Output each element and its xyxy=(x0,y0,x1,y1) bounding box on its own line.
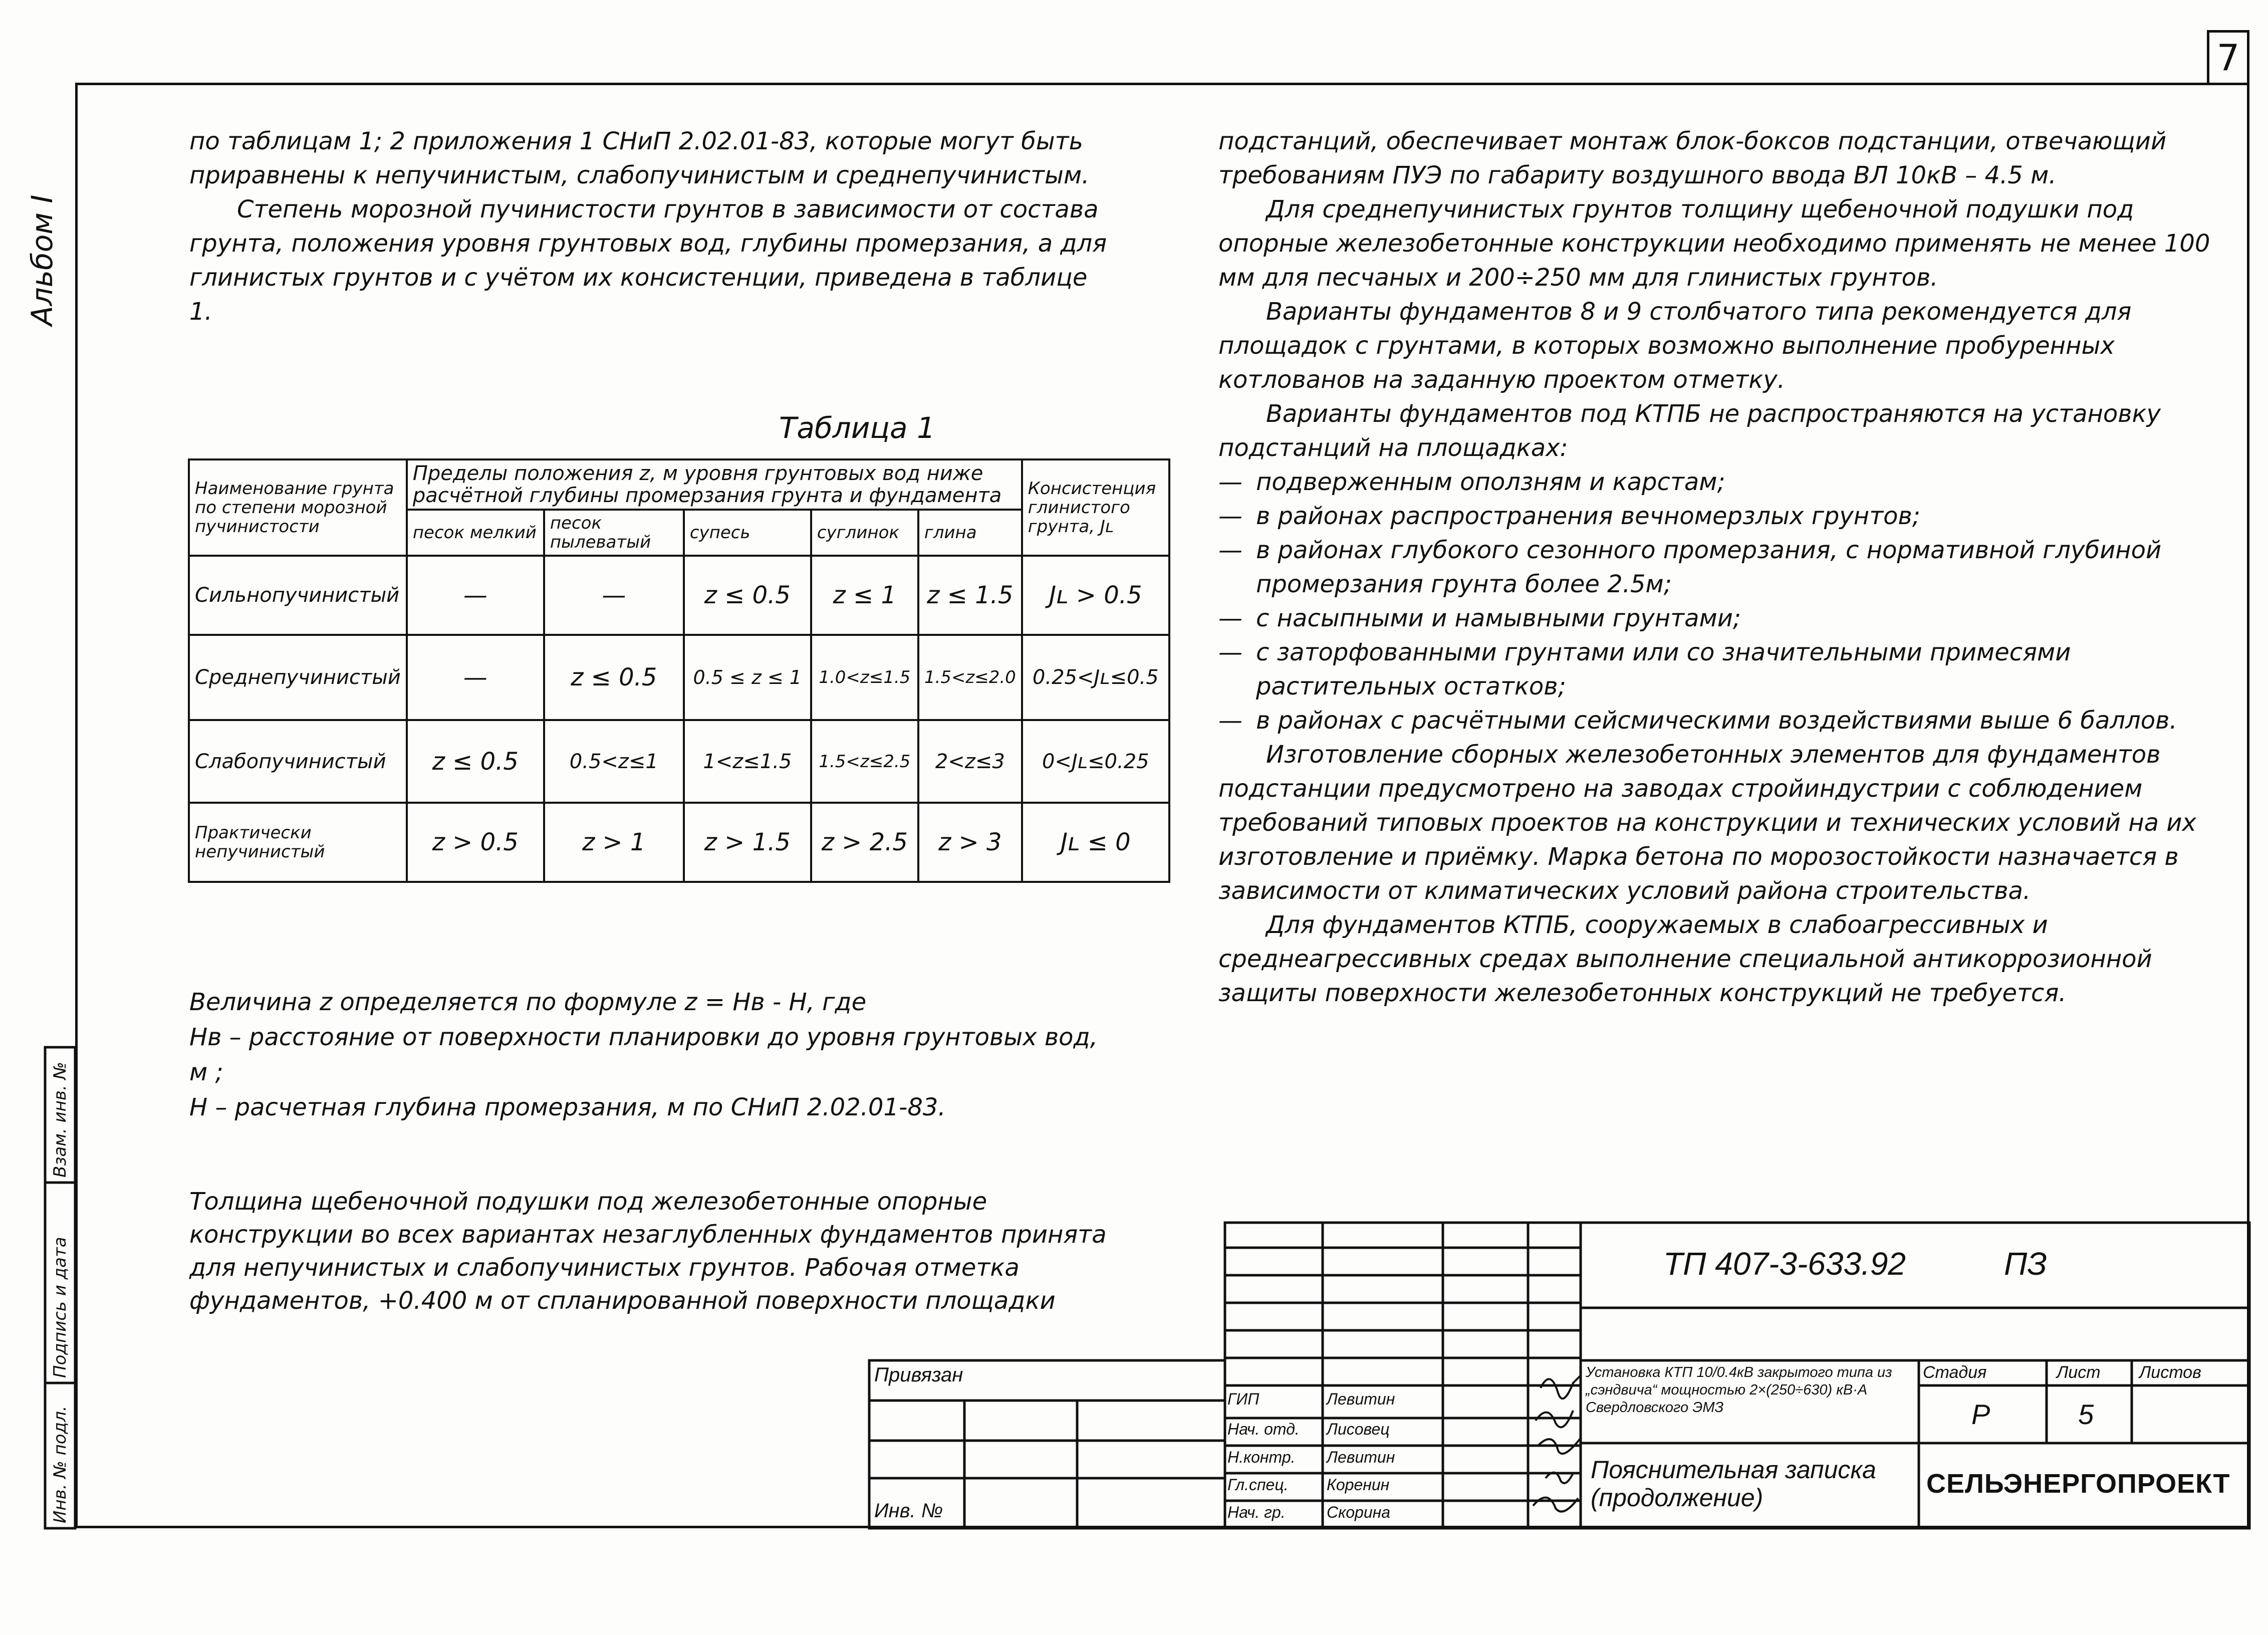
sub-header: песок мелкий xyxy=(407,510,544,556)
person-name: Левитин xyxy=(1327,1390,1395,1408)
section-code: ПЗ xyxy=(2004,1246,2047,1282)
ktpb-paragraph: Варианты фундаментов под КТПБ не распространяются на установку подстанций на площадках: xyxy=(1218,400,2161,462)
table-row xyxy=(189,556,1169,635)
restriction-list xyxy=(1218,465,2215,738)
project-title: Установка КТП 10/0.4кВ закрытого типа из „сэндвича“ мощностью 2×(250÷630) кВ·А Свердловского ЭМЗ xyxy=(1586,1364,1892,1416)
table-cell: 2<z≤3 xyxy=(918,720,1022,803)
sheets-label: Листов xyxy=(2139,1363,2201,1382)
table-cell: z > 1 xyxy=(544,803,684,882)
table-header-consistency: Консистенция глинистого грунта, Jʟ xyxy=(1022,459,1169,556)
table-header-limits: Пределы положения z, м уровня грунтовых вод ниже расчётной глубины промерзания грунта и фундамента xyxy=(407,459,1022,510)
table-cell: z ≤ 0.5 xyxy=(684,556,811,635)
table-cell: z ≤ 0.5 xyxy=(544,635,684,720)
page-number: 7 xyxy=(2207,30,2249,83)
stage-label: Стадия xyxy=(1923,1363,1987,1382)
sheet-value: 5 xyxy=(2078,1398,2094,1430)
degree-paragraph: Степень морозной пучинистости грунтов в зависимости от состава грунта, положения уровня грунтовых вод, глубины промерзания, а для глинистых грунтов и с учётом их консистенции, приведена в таблице 1. xyxy=(189,195,1107,326)
soil-name: Сильнопучинистый xyxy=(189,556,407,635)
person-name: Лисовец xyxy=(1327,1420,1390,1438)
side-label-signature: Подпись и дата xyxy=(50,1237,70,1378)
soil-name: Среднепучинистый xyxy=(189,635,407,720)
table-cell: z > 3 xyxy=(918,803,1022,882)
frost-heave-table xyxy=(188,458,1170,883)
list-item: — в районах глубокого сезонного промерзания, с нормативной глубиной промерзания грунта более 2.5м; xyxy=(1218,533,2215,601)
table-row xyxy=(189,803,1169,882)
table-cell: — xyxy=(407,635,544,720)
table-cell: 0.5<z≤1 xyxy=(544,720,684,803)
hv-definition: Hв – расстояние от поверхности планировки до уровня грунтовых вод, м ; xyxy=(189,1023,1098,1086)
document-title: Пояснительная записка (продолжение) xyxy=(1591,1456,1876,1512)
h-definition: H – расчетная глубина промерзания, м по СНиП 2.02.01-83. xyxy=(189,1093,946,1121)
role-label: Нач. отд. xyxy=(1227,1420,1300,1438)
table-cell: 0.25<Jʟ≤0.5 xyxy=(1022,635,1169,720)
table-cell: 0.5 ≤ z ≤ 1 xyxy=(684,635,811,720)
table-cell: z > 1.5 xyxy=(684,803,811,882)
table-row xyxy=(189,720,1169,803)
inventory-number-label: Инв. № xyxy=(874,1500,943,1522)
table-header-name: Наименование грунта по степени морозной пучинистости xyxy=(189,459,407,556)
table-cell: 1.5<z≤2.0 xyxy=(918,635,1022,720)
medium-heave-paragraph: Для среднепучинистых грунтов толщину щебеночной подушки под опорные железобетонные конструкции необходимо применять не менее 100 мм для песчаных и 200÷250 мм для глинистых грунтов. xyxy=(1218,195,2210,292)
privyazan-label: Привязан xyxy=(874,1364,963,1386)
list-item: — подверженным оползням и карстам; xyxy=(1218,465,2215,499)
project-code: ТП 407-3-633.92 xyxy=(1663,1246,1906,1282)
sub-header: супесь xyxy=(684,510,811,556)
variants-paragraph: Варианты фундаментов 8 и 9 столбчатого типа рекомендуется для площадок с грунтами, в которых возможно выполнение пробуренных котлованов на заданную проектом отметку. xyxy=(1218,298,2132,394)
list-item: — с насыпными и намывными грунтами; xyxy=(1218,601,2215,635)
intro-paragraph: по таблицам 1; 2 приложения 1 СНиП 2.02.01-83, которые могут быть приравнены к непучинистым, слабопучинистым и среднепучинистым. xyxy=(189,127,1090,189)
sub-header: песок пылеватый xyxy=(544,510,684,556)
table-caption: Таблица 1 xyxy=(779,411,935,445)
role-label: ГИП xyxy=(1227,1390,1259,1408)
manufacture-paragraph: Изготовление сборных железобетонных элементов для фундаментов подстанции предусмотрено на заводах стройиндустрии с соблюдением требований типовых проектов на конструкции и технических условий на их изготовление и приёмку. Марка бетона по морозостойкости назначается в зависимости от климатических условий района строительства. xyxy=(1218,741,2196,905)
continuation-paragraph: подстанций, обеспечивает монтаж блок-боксов подстанции, отвечающий требованиям ПУЭ по габариту воздушного ввода ВЛ 10кВ – 4.5 м. xyxy=(1218,127,2167,189)
side-label-replace: Взам. инв. № xyxy=(50,1062,70,1178)
sub-header: глина xyxy=(918,510,1022,556)
soil-name: Практически непучинистый xyxy=(189,803,407,882)
table-cell: — xyxy=(407,556,544,635)
soil-name: Слабопучинистый xyxy=(189,720,407,803)
table-cell: 1.5<z≤2.5 xyxy=(811,720,918,803)
formula-block xyxy=(189,985,1111,1125)
formula-line: Величина z определяется по формуле z = Hв - H, где xyxy=(189,988,867,1016)
table-cell: z > 2.5 xyxy=(811,803,918,882)
table-cell: z ≤ 0.5 xyxy=(407,720,544,803)
aggressive-paragraph: Для фундаментов КТПБ, сооружаемых в слабоагрессивных и среднеагрессивных средах выполнение специальной антикоррозионной защиты поверхности железобетонных конструкций не требуется. xyxy=(1218,911,2152,1007)
sub-header: суглинок xyxy=(811,510,918,556)
person-name: Коренин xyxy=(1327,1476,1390,1494)
thickness-paragraph: Толщина щебеночной подушки под железобетонные опорные конструкции во всех вариантах незаглубленных фундаментов принята для непучинистых и слабопучинистых грунтов. Рабочая отметка фундаментов, +0.400 м от спланированной поверхности площадки xyxy=(189,1188,1107,1315)
side-label-inv: Инв. № подл. xyxy=(50,1406,70,1523)
table-cell: z > 0.5 xyxy=(407,803,544,882)
role-label: Гл.спец. xyxy=(1227,1476,1289,1494)
right-column xyxy=(1218,124,2215,1010)
table-cell: Jʟ ≤ 0 xyxy=(1022,803,1169,882)
table-cell: 1<z≤1.5 xyxy=(684,720,811,803)
table-cell: — xyxy=(544,556,684,635)
stage-value: Р xyxy=(1971,1398,1990,1430)
role-label: Нач. гр. xyxy=(1227,1503,1286,1521)
table-cell: z ≤ 1.5 xyxy=(918,556,1022,635)
left-column xyxy=(189,124,1111,329)
table-cell: 1.0<z≤1.5 xyxy=(811,635,918,720)
table-cell: 0<Jʟ≤0.25 xyxy=(1022,720,1169,803)
sheet-label: Лист xyxy=(2057,1363,2101,1382)
role-label: Н.контр. xyxy=(1227,1448,1296,1466)
table-cell: z ≤ 1 xyxy=(811,556,918,635)
organization-name: СЕЛЬЭНЕРГОПРОЕКТ xyxy=(1926,1469,2230,1499)
album-label: Альбом I xyxy=(25,194,59,326)
list-item: — в районах с расчётными сейсмическими воздействиями выше 6 баллов. xyxy=(1218,704,2215,738)
list-item: — с заторфованными грунтами или со значительными примесями растительных остатков; xyxy=(1218,635,2215,704)
person-name: Скорина xyxy=(1327,1503,1391,1521)
list-item: — в районах распространения вечномерзлых грунтов; xyxy=(1218,499,2215,533)
table-cell: Jʟ > 0.5 xyxy=(1022,556,1169,635)
table-row xyxy=(189,635,1169,720)
person-name: Левитин xyxy=(1327,1448,1395,1466)
